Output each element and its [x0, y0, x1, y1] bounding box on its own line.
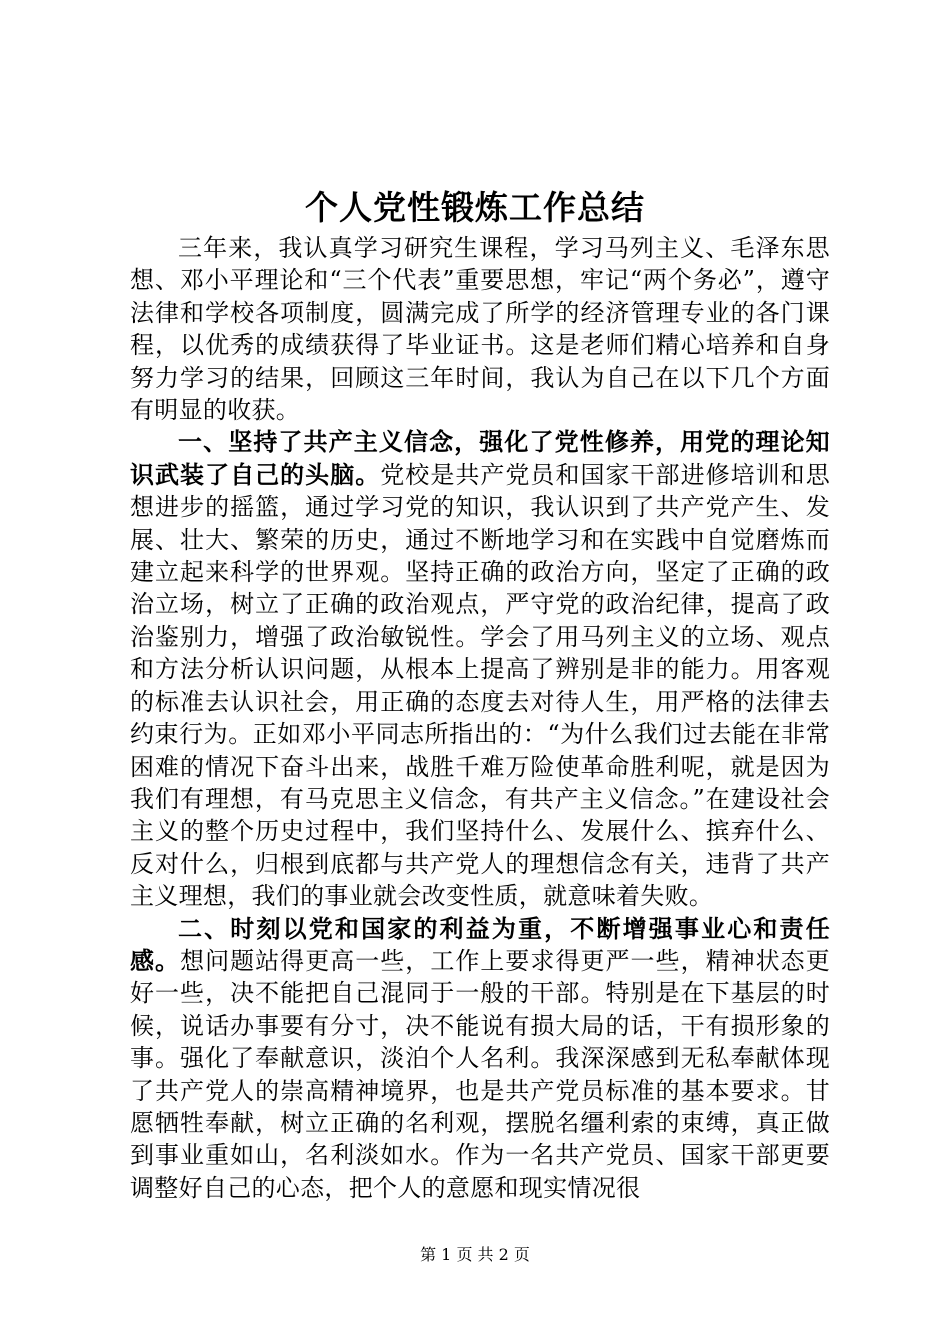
section-2-heading: 二、时刻以党和国家的利益为重，不断增强事业心和责任感。 — [130, 913, 830, 975]
page-footer: 第 1 页 共 2 页 — [420, 1245, 530, 1264]
paragraph-section-1 — [130, 426, 830, 912]
paragraph-section-2 — [130, 913, 830, 1205]
section-1-heading: 一、坚持了共产主义信念，强化了党性修养，用党的理论知识武装了自己的头脑。 — [130, 427, 830, 489]
document-title: 个人党性锻炼工作总结 — [305, 188, 645, 227]
paragraph-text: 想问题站得更高一些，工作上要求得更严一些，精神状态更好一些，决不能把自己混同于一般的干部。特别是在下基层的时候，说话办事要有分寸，决不能说有损大局的话，干有损形象的事。强化了奉献意识，淡泊个人名利。我深深感到无私奉献体现了共产党人的崇高精神境界，也是共产党员标准的基本要求。甘愿牺牲奉献，树立正确的名利观，摆脱名缰利索的束缚，真正做到事业重如山，名利淡如水。作为一名共产党员、国家干部更要调整好自己的心态，把个人的意愿和现实情况很 — [130, 946, 830, 1202]
paragraph-intro — [130, 232, 830, 426]
document-body — [130, 232, 830, 1204]
paragraph-text: 党校是共产党员和国家干部进修培训和思想进步的摇篮，通过学习党的知识，我认识到了共产党产生、发展、壮大、繁荣的历史，通过不断地学习和在实践中自觉磨炼而建立起来科学的世界观。坚持正确的政治方向，坚定了正确的政治立场，树立了正确的政治观点，严守党的政治纪律，提高了政治鉴别力，增强了政治敏锐性。学会了用马列主义的立场、观点和方法分析认识问题，从根本上提高了辨别是非的能力。用客观的标准去认识社会，用正确的态度去对待人生，用严格的法律去约束行为。正如邓小平同志所指出的：“为什么我们过去能在非常困难的情况下奋斗出来，战胜千难万险使革命胜利呢，就是因为我们有理想，有马克思主义信念，有共产主义信念。”在建设社会主义的整个历史过程中，我们坚持什么、发展什么、摈弃什么、反对什么，归根到底都与共产党人的理想信念有关，违背了共产主义理想，我们的事业就会改变性质，就意味着失败。 — [130, 460, 831, 911]
paragraph-text: 三年来，我认真学习研究生课程，学习马列主义、毛泽东思想、邓小平理论和“三个代表”重要思想，牢记“两个务必”，遵守法律和学校各项制度，圆满完成了所学的经济管理专业的各门课程，以优秀的成绩获得了毕业证书。这是老师们精心培养和自身努力学习的结果，回顾这三年时间，我认为自己在以下几个方面有明显的收获。 — [130, 234, 830, 425]
